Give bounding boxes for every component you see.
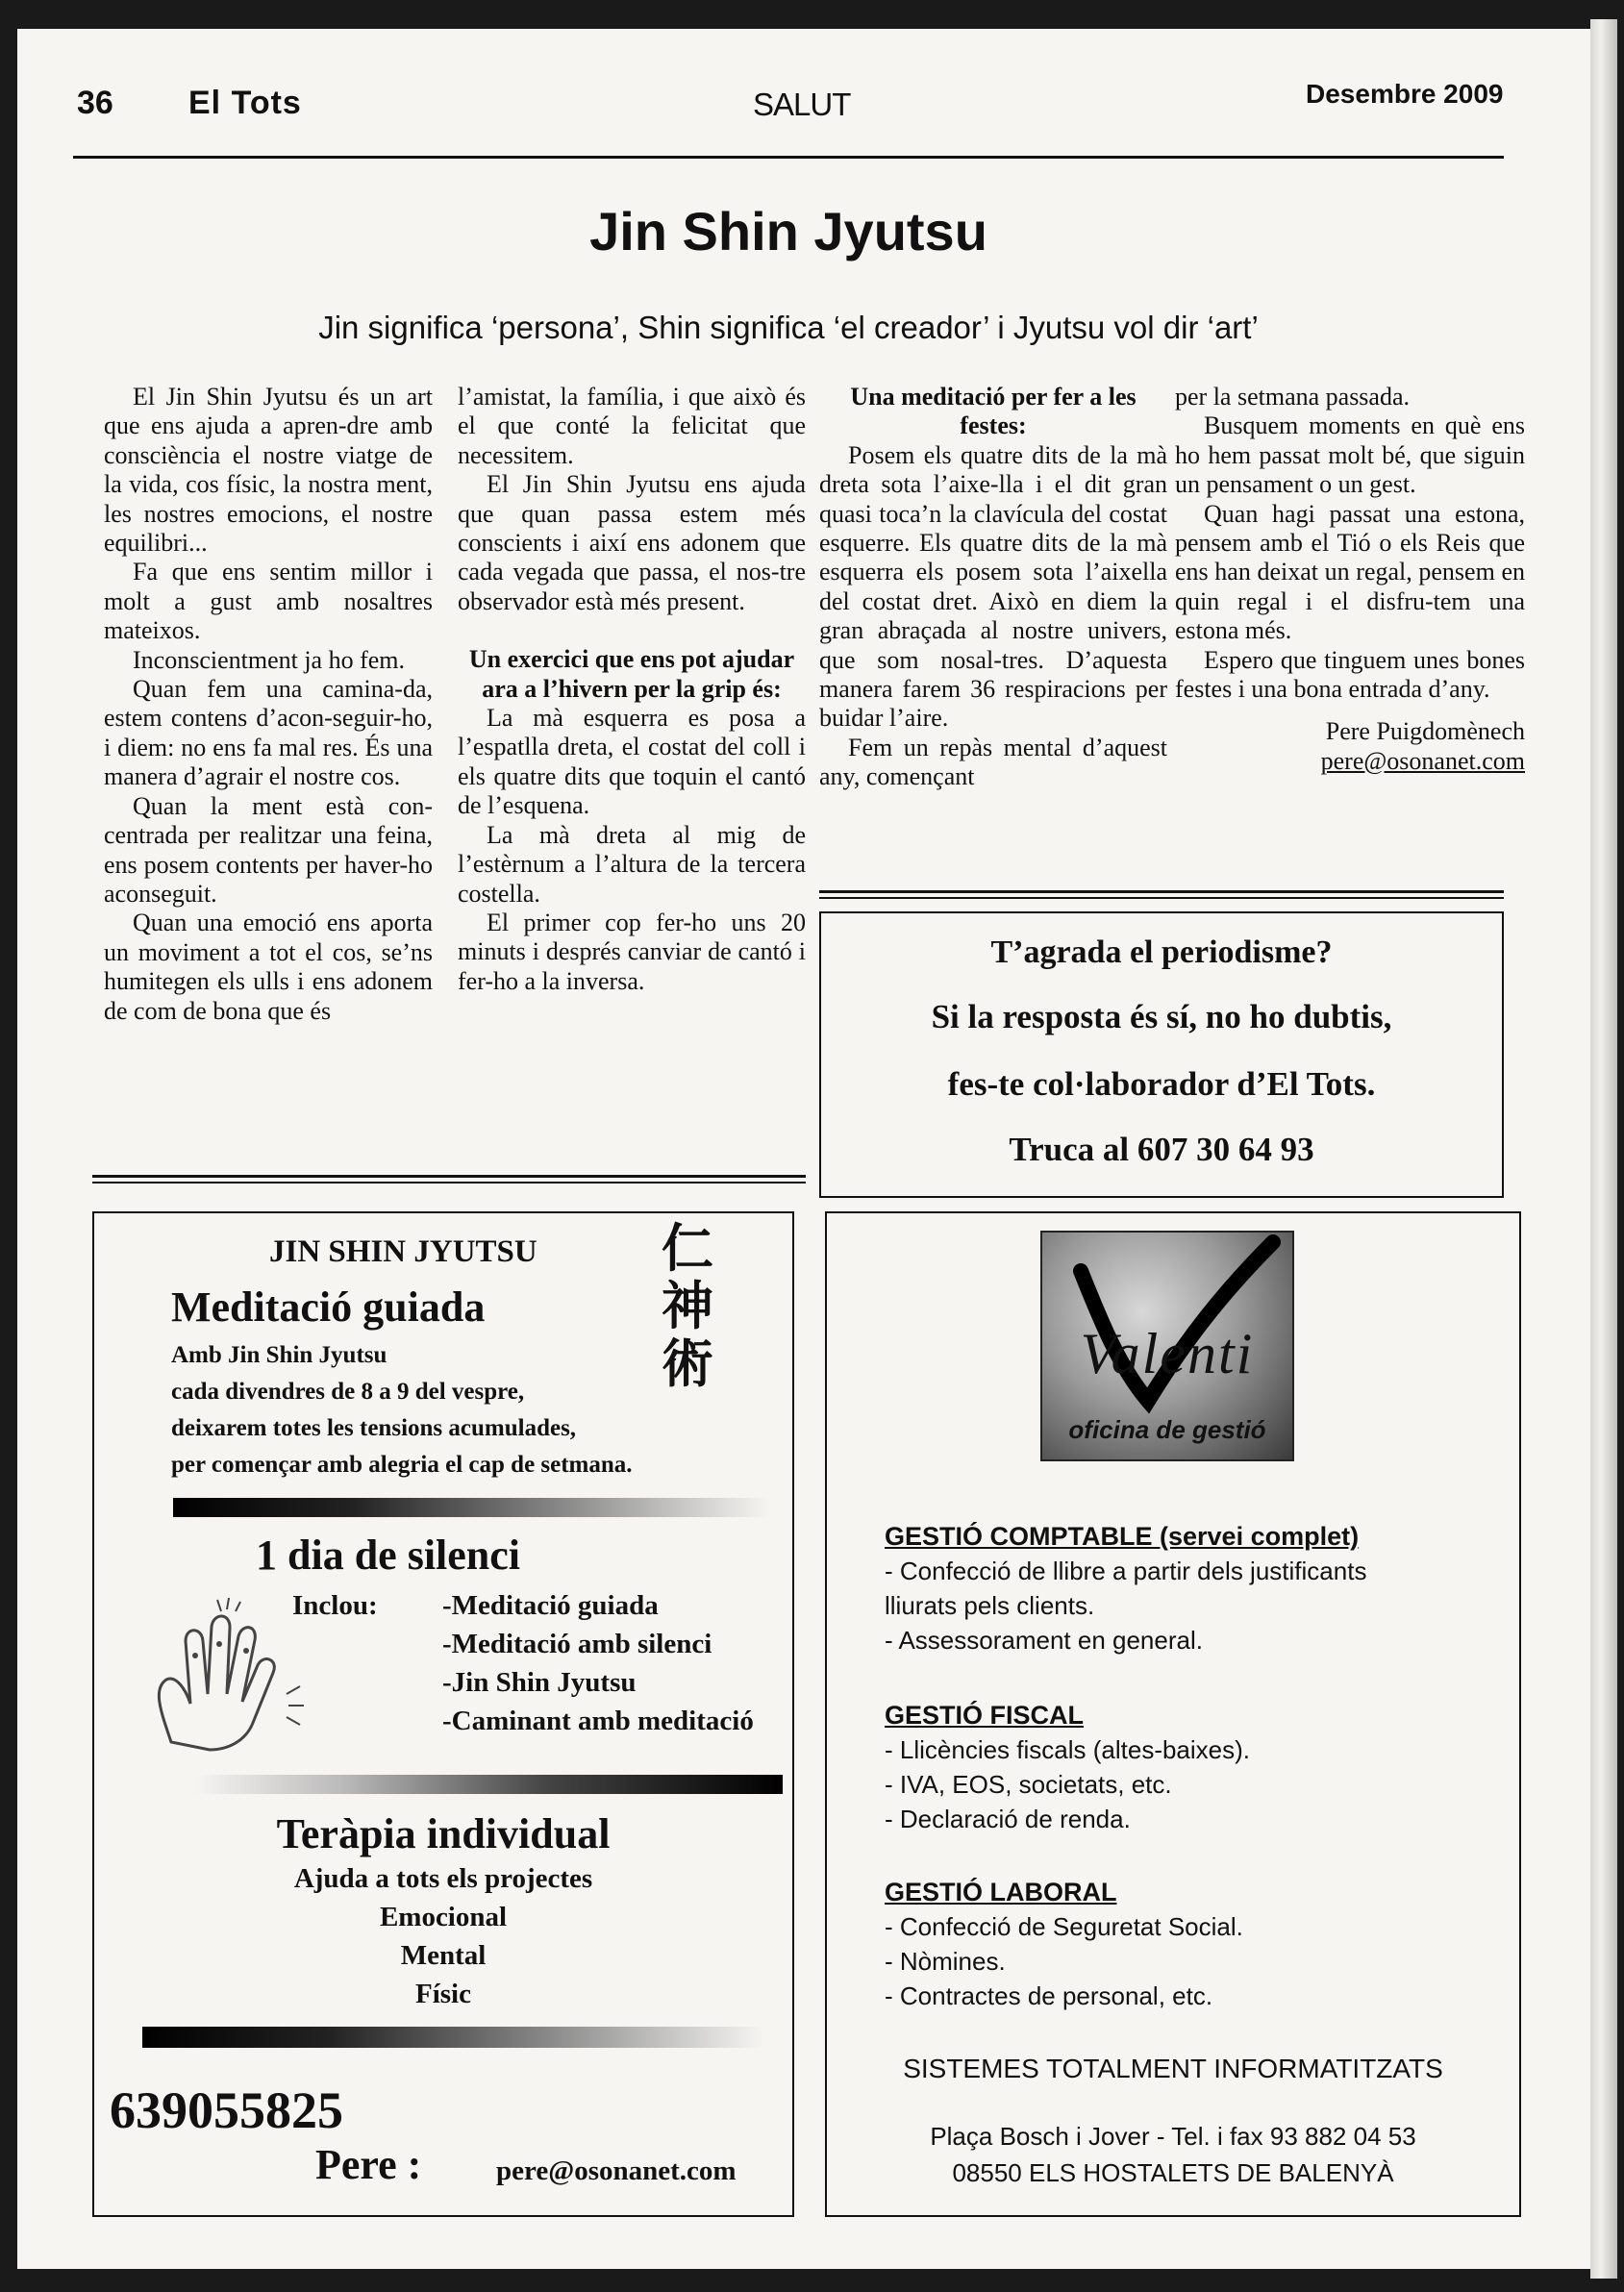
service-item: - Nòmines.	[885, 1947, 1006, 1976]
meditation-line: per començar amb alegria el cap de setmana.	[171, 1452, 633, 1478]
service-item: - Contractes de personal, etc.	[885, 1981, 1213, 2010]
service-title: GESTIÓ COMPTABLE (servei complet)	[885, 1522, 1360, 1551]
contact-phone: 639055825	[110, 2081, 343, 2139]
contact-name: Pere :	[315, 2141, 422, 2188]
guided-meditation-heading: Meditació guiada	[171, 1283, 486, 1331]
paragraph: El Jin Shin Jyutsu és un art que ens ajuda a apren-dre amb consciència el nostre viatge de la vida, cos físic, la nostra ment, les nostres emocions, el nostre equilibri...	[104, 383, 433, 558]
meditation-line: deixarem totes les tensions acumulades,	[171, 1415, 577, 1441]
gradient-divider	[142, 2027, 763, 2048]
service-item: - Llicències fiscals (altes-baixes).	[885, 1735, 1251, 1764]
column-rule-left-thin	[92, 1182, 806, 1183]
adjacent-page-edge	[1590, 19, 1617, 2279]
meditation-line: cada divendres de 8 a 9 del vespre,	[171, 1379, 525, 1405]
therapy-heading: Teràpia individual	[276, 1810, 611, 1857]
author-email: pere@osonanet.com	[1320, 746, 1525, 775]
paragraph: El Jin Shin Jyutsu ens ajuda que quan passa estem més conscients i així ens adonem que cada vegada que passa, el nos-tre observador està més present.	[458, 470, 806, 615]
meditation-heading: Una meditació per fer a les festes:	[850, 383, 1137, 440]
magazine-page	[17, 29, 1590, 2269]
paragraph: per la setmana passada.	[1175, 383, 1411, 411]
article-subtitle: Jin significa ‘persona’, Shin significa ‘el creador’ i Jyutsu vol dir ‘art’	[318, 310, 1259, 345]
service-item: lliurats pels clients.	[885, 1591, 1095, 1620]
therapy-item: Físic	[415, 1979, 471, 2009]
meditation-ad	[92, 1211, 794, 2217]
section-name: SALUT	[753, 87, 851, 122]
paragraph: El primer cop fer-ho uns 20 minuts i després canviar de cantó i fer-ho a la inversa.	[458, 908, 806, 995]
article-title: Jin Shin Jyutsu	[589, 201, 987, 262]
gradient-divider	[194, 1775, 783, 1794]
includes-item: -Caminant amb meditació	[442, 1706, 754, 1736]
service-title: GESTIÓ FISCAL	[885, 1701, 1085, 1730]
ad-kicker: JIN SHIN JYUTSU	[269, 1234, 537, 1269]
paragraph: Inconscientment ja ho fem.	[133, 645, 406, 674]
silence-heading: 1 dia de silenci	[256, 1532, 521, 1579]
article-column-4	[1175, 383, 1525, 776]
logo-subtitle: oficina de gestió	[1068, 1415, 1266, 1444]
column-rule-right-thin	[819, 897, 1504, 899]
article-column-1	[104, 383, 433, 1026]
paragraph: Fem un repàs mental d’aquest any, començant	[819, 733, 1167, 791]
includes-item: -Meditació guiada	[442, 1590, 659, 1621]
article-column-2	[458, 383, 806, 996]
promo-line-2: Si la resposta és sí, no ho dubtis,	[931, 998, 1392, 1035]
service-item: - Confecció de Seguretat Social.	[885, 1912, 1243, 1941]
service-section-fiscal	[885, 1698, 1500, 1836]
therapy-item: Mental	[400, 1940, 487, 1971]
paragraph: Fa que ens sentim millor i molt a gust amb nosaltres mateixos.	[104, 558, 433, 645]
paragraph: Quan una emoció ens aporta un moviment a tot el cos, se’ns humitegen els ulls i ens adonem de com de bona que és	[104, 909, 433, 1025]
gradient-divider	[173, 1498, 769, 1517]
valenti-logo	[1040, 1231, 1294, 1461]
service-title: GESTIÓ LABORAL	[885, 1878, 1117, 1906]
promo-line-1: T’agrada el periodisme?	[990, 934, 1333, 970]
paragraph: La mà dreta al mig de l’estèrnum a l’altura de la tercera costella.	[458, 820, 806, 908]
meditation-line: Amb Jin Shin Jyutsu	[171, 1342, 387, 1368]
author-name: Pere Puigdomènech	[1325, 717, 1525, 746]
column-rule-right	[819, 890, 1504, 893]
column-rule-left	[92, 1175, 806, 1178]
service-section-accounting	[885, 1519, 1500, 1657]
therapy-item: Emocional	[379, 1902, 508, 1932]
contact-email: pere@osonanet.com	[496, 2155, 737, 2186]
service-item: - IVA, EOS, societats, etc.	[885, 1770, 1172, 1799]
logo-name: Valenti	[1080, 1322, 1255, 1385]
paragraph: Busquem moments en què ens ho hem passat molt bé, que siguin un pensament o un gest.	[1175, 411, 1525, 499]
paragraph: Quan hagi passat una estona, pensem amb el Tió o els Reis que ens han deixat un regal, pensem en quin regal i el disfru-tem una estona més.	[1175, 499, 1525, 645]
kanji-calligraphy-icon: 仁 神 術	[662, 1217, 713, 1394]
service-section-labor	[885, 1875, 1500, 2013]
includes-item: -Meditació amb silenci	[442, 1629, 712, 1659]
paragraph: Posem els quatre dits de la mà dreta sota l’aixe-lla i el dit gran quasi toca’n la clavícula del costat esquerre. Els quatre dits de la mà esquerra els posem sota l’aixella del costat dret. Això en diem la gran abraçada al nostre univers, que som nosal-tres. D’aquesta manera farem 36 respiracions per buidar l’aire.	[819, 440, 1167, 733]
therapy-subheading: Ajuda a tots els projectes	[293, 1863, 593, 1894]
promo-line-3: fes-te col·laborador d’El Tots.	[947, 1065, 1376, 1103]
gestio-address: Plaça Bosch i Jover - Tel. i fax 93 882 04 53	[930, 2122, 1416, 2151]
gestio-tagline: SISTEMES TOTALMENT INFORMATITZATS	[903, 2054, 1443, 2083]
issue-date: Desembre 2009	[1306, 79, 1504, 109]
includes-label: Inclou:	[292, 1590, 378, 1621]
hand-drawing-icon	[133, 1598, 315, 1752]
journalism-promo-box	[819, 911, 1504, 1198]
paragraph: La mà esquerra es posa a l’espatlla dreta, el costat del coll i els quatre dits que toquin el cantó de l’esquena.	[458, 704, 806, 820]
paragraph: Espero que tinguem unes bones festes i una bona entrada d’any.	[1175, 645, 1525, 704]
publication-name: El Tots	[188, 85, 302, 121]
promo-phone: Truca al 607 30 64 93	[1009, 1131, 1314, 1168]
service-item: - Declaració de renda.	[885, 1805, 1131, 1833]
includes-item: -Jin Shin Jyutsu	[442, 1667, 637, 1698]
exercise-heading: Un exercici que ens pot ajudar ara a l’hivern per la grip és:	[468, 645, 795, 703]
article-column-3	[819, 383, 1167, 792]
page-number: 36	[77, 85, 113, 121]
gestio-ad	[825, 1211, 1521, 2217]
paragraph: Quan la ment està con-centrada per realitzar una feina, ens posem contents per haver-ho aconseguit.	[104, 791, 433, 908]
header-rule	[73, 156, 1504, 159]
gestio-postal: 08550 ELS HOSTALETS DE BALENYÀ	[952, 2158, 1394, 2187]
paragraph: l’amistat, la família, i que això és el que conté la felicitat que necessitem.	[458, 383, 806, 469]
service-item: - Confecció de llibre a partir dels justificants	[885, 1557, 1367, 1585]
paragraph: Quan fem una camina-da, estem contens d’acon-seguir-ho, i diem: no ens fa mal res. És una manera d’agrair el nostre cos.	[104, 675, 433, 791]
service-item: - Assessorament en general.	[885, 1626, 1203, 1655]
